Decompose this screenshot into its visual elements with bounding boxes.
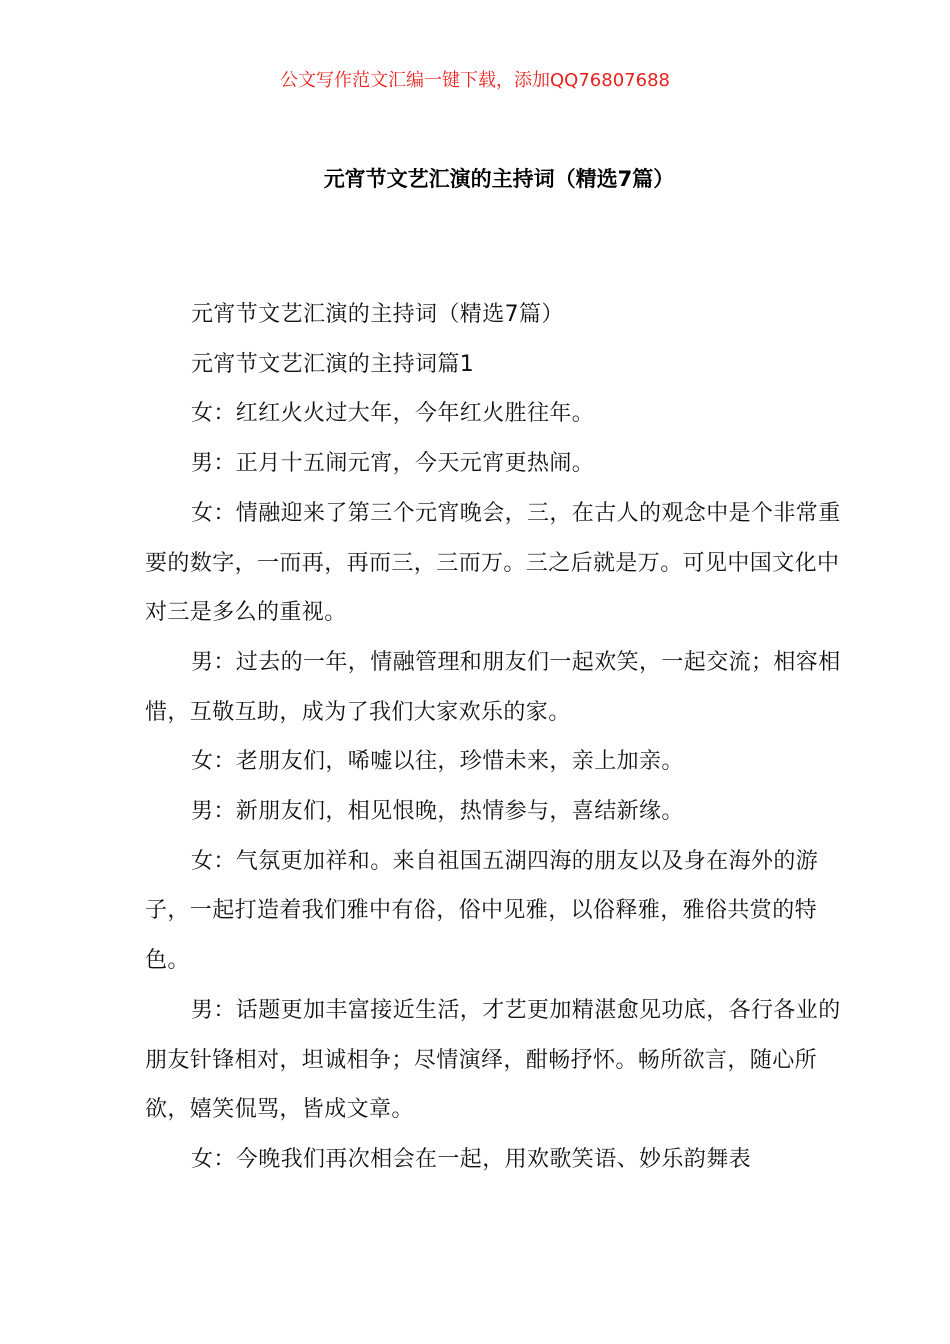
- download-banner: 公文写作范文汇编一键下载，添加QQ76807688: [280, 70, 670, 91]
- paragraph: 男：话题更加丰富接近生活，才艺更加精湛愈见功底，各行各业的朋友针锋相对，坦诚相争；尽情演绎，酣畅抒怀。畅所欲言，随心所欲，嬉笑侃骂，皆成文章。: [145, 997, 841, 1123]
- document-body: [145, 290, 845, 1185]
- paragraph: 元宵节文艺汇演的主持词篇1: [191, 351, 475, 377]
- paragraph: 男：新朋友们，相见恨晚，热情参与，喜结新缘。: [191, 799, 684, 825]
- paragraph: 女：老朋友们，唏嘘以往，珍惜未来，亲上加亲。: [191, 749, 684, 775]
- paragraph: 男：正月十五闹元宵，今天元宵更热闹。: [191, 451, 595, 477]
- paragraph: 元宵节文艺汇演的主持词（精选7篇）: [191, 302, 564, 327]
- paragraph: 男：过去的一年，情融管理和朋友们一起欢笑，一起交流；相容相惜，互敬互助，成为了我们大家欢乐的家。: [145, 649, 841, 725]
- paragraph: 女：今晚我们再次相会在一起，用欢歌笑语、妙乐韵舞表: [191, 1146, 752, 1172]
- paragraph: 女：红红火火过大年，今年红火胜往年。: [191, 401, 595, 427]
- paragraph: 女：气氛更加祥和。来自祖国五湖四海的朋友以及身在海外的游子，一起打造着我们雅中有俗，俗中见雅，以俗释雅，雅俗共赏的特色。: [145, 848, 819, 974]
- paragraph: 女：情融迎来了第三个元宵晚会，三，在古人的观念中是个非常重要的数字，一而再，再而三，三而万。三之后就是万。可见中国文化中对三是多么的重视。: [145, 500, 841, 626]
- document-title: 元宵节文艺汇演的主持词（精选7篇）: [323, 167, 675, 191]
